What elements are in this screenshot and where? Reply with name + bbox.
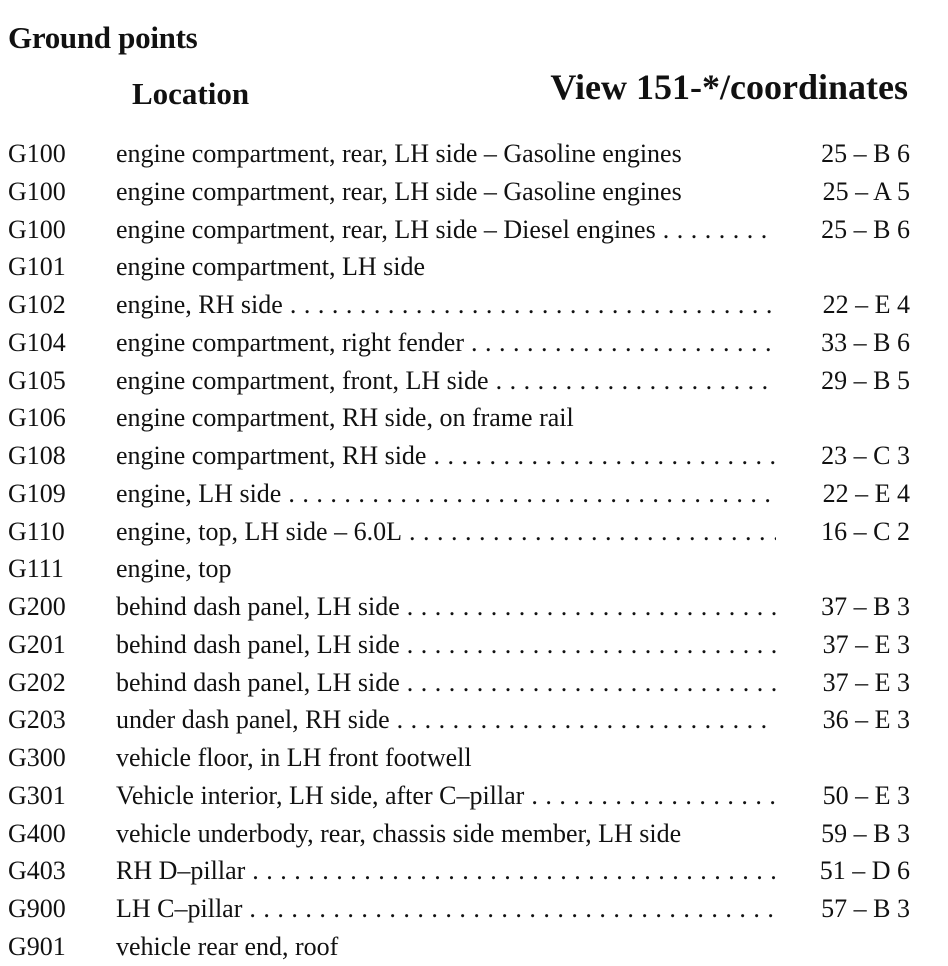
ground-point-row [0, 588, 948, 626]
ground-point-code: G100 [8, 214, 66, 244]
ground-point-code: G102 [8, 290, 66, 319]
ground-point-location: engine compartment, right fender . . . [116, 324, 776, 362]
ground-point-row [0, 815, 948, 853]
ground-point-location: vehicle rear end, roof [116, 931, 339, 961]
ground-point-location: engine compartment, RH side, on frame rail [116, 403, 574, 433]
view-coordinates-column-header: View 151-*/coordinates [550, 67, 908, 107]
ground-point-row [0, 475, 948, 513]
ground-point-code: G108 [8, 441, 66, 470]
ground-point-coordinates: 50 – E 3 [780, 777, 910, 815]
ground-point-code: G111 [8, 554, 64, 584]
ground-point-row [0, 550, 948, 588]
ground-point-row [0, 173, 948, 211]
ground-point-location: engine compartment, LH side [116, 252, 426, 282]
ground-point-row [0, 739, 948, 777]
ground-point-row [0, 324, 948, 362]
ground-point-row [0, 777, 948, 815]
ground-point-code: G901 [8, 931, 66, 961]
ground-point-code: G400 [8, 818, 66, 848]
ground-point-row [0, 852, 948, 890]
ground-point-code: G105 [8, 365, 66, 395]
ground-point-row [0, 890, 948, 928]
ground-point-location: under dash panel, RH side . . . [116, 701, 776, 739]
ground-point-location: engine compartment, rear, LH side – Gasoline engines [116, 176, 682, 206]
ground-point-code: G101 [8, 252, 66, 282]
ground-point-location: engine compartment, RH side . . . [116, 437, 776, 475]
ground-point-coordinates: 37 – B 3 [780, 588, 910, 626]
ground-point-row [0, 701, 948, 739]
ground-point-coordinates: 29 – B 5 [780, 362, 910, 400]
ground-point-coordinates: 25 – B 6 [780, 211, 910, 249]
ground-point-coordinates: 22 – E 4 [780, 286, 910, 324]
ground-point-location: engine, RH side . . . [116, 286, 776, 324]
ground-point-code: G203 [8, 705, 66, 735]
ground-point-coordinates: 51 – D 6 [780, 852, 910, 890]
ground-point-code: G300 [8, 743, 66, 772]
ground-point-location: LH C–pillar . . . [116, 890, 776, 928]
ground-point-code: G403 [8, 856, 66, 886]
ground-point-coordinates: 22 – E 4 [780, 475, 910, 513]
ground-point-row [0, 248, 948, 286]
ground-point-row [0, 286, 948, 324]
ground-point-coordinates: 59 – B 3 [780, 815, 910, 853]
ground-point-location: behind dash panel, LH side . . . [116, 664, 776, 702]
ground-point-coordinates: 16 – C 2 [780, 513, 910, 551]
ground-point-row [0, 362, 948, 400]
ground-point-code: G104 [8, 327, 66, 357]
ground-point-row [0, 399, 948, 437]
ground-point-location: engine, top [116, 554, 232, 584]
ground-point-code: G109 [8, 478, 66, 508]
ground-point-code: G100 [8, 176, 66, 206]
ground-point-code: G200 [8, 592, 66, 621]
ground-point-location: behind dash panel, LH side . . . [116, 626, 776, 664]
ground-point-coordinates: 37 – E 3 [780, 626, 910, 664]
ground-point-row [0, 437, 948, 475]
ground-point-code: G201 [8, 629, 66, 659]
ground-point-code: G100 [8, 139, 66, 168]
ground-point-coordinates: 57 – B 3 [780, 890, 910, 928]
ground-point-row [0, 664, 948, 702]
ground-point-location: engine, top, LH side – 6.0L . . . [116, 513, 776, 551]
ground-point-location: vehicle floor, in LH front footwell [116, 743, 472, 772]
ground-point-coordinates: 25 – A 5 [780, 173, 910, 211]
ground-point-coordinates: 23 – C 3 [780, 437, 910, 475]
ground-point-location: vehicle underbody, rear, chassis side member, LH side [116, 818, 682, 848]
page-title: Ground points [8, 20, 198, 55]
ground-points-list [0, 135, 948, 966]
ground-point-location: RH D–pillar . . . [116, 852, 776, 890]
ground-point-row [0, 211, 948, 249]
ground-point-location: engine, LH side . . . [116, 475, 776, 513]
ground-point-code: G110 [8, 516, 65, 546]
ground-point-row [0, 626, 948, 664]
ground-point-location: engine compartment, front, LH side . . . [116, 362, 776, 400]
ground-point-coordinates: 37 – E 3 [780, 664, 910, 702]
ground-point-row [0, 513, 948, 551]
ground-point-code: G900 [8, 894, 66, 923]
ground-point-location: behind dash panel, LH side . . . [116, 588, 776, 626]
location-column-header: Location [132, 76, 250, 111]
ground-point-location: Vehicle interior, LH side, after C–pillar . . . [116, 777, 776, 815]
ground-point-code: G301 [8, 780, 66, 810]
ground-point-code: G202 [8, 667, 66, 697]
ground-point-coordinates: 25 – B 6 [780, 135, 910, 173]
ground-point-location: engine compartment, rear, LH side – Diesel engines . . . [116, 211, 776, 249]
ground-point-code: G106 [8, 403, 66, 433]
ground-point-location: engine compartment, rear, LH side – Gasoline engines [116, 139, 682, 168]
ground-point-coordinates: 33 – B 6 [780, 324, 910, 362]
ground-point-row [0, 135, 948, 173]
ground-point-coordinates: 36 – E 3 [780, 701, 910, 739]
